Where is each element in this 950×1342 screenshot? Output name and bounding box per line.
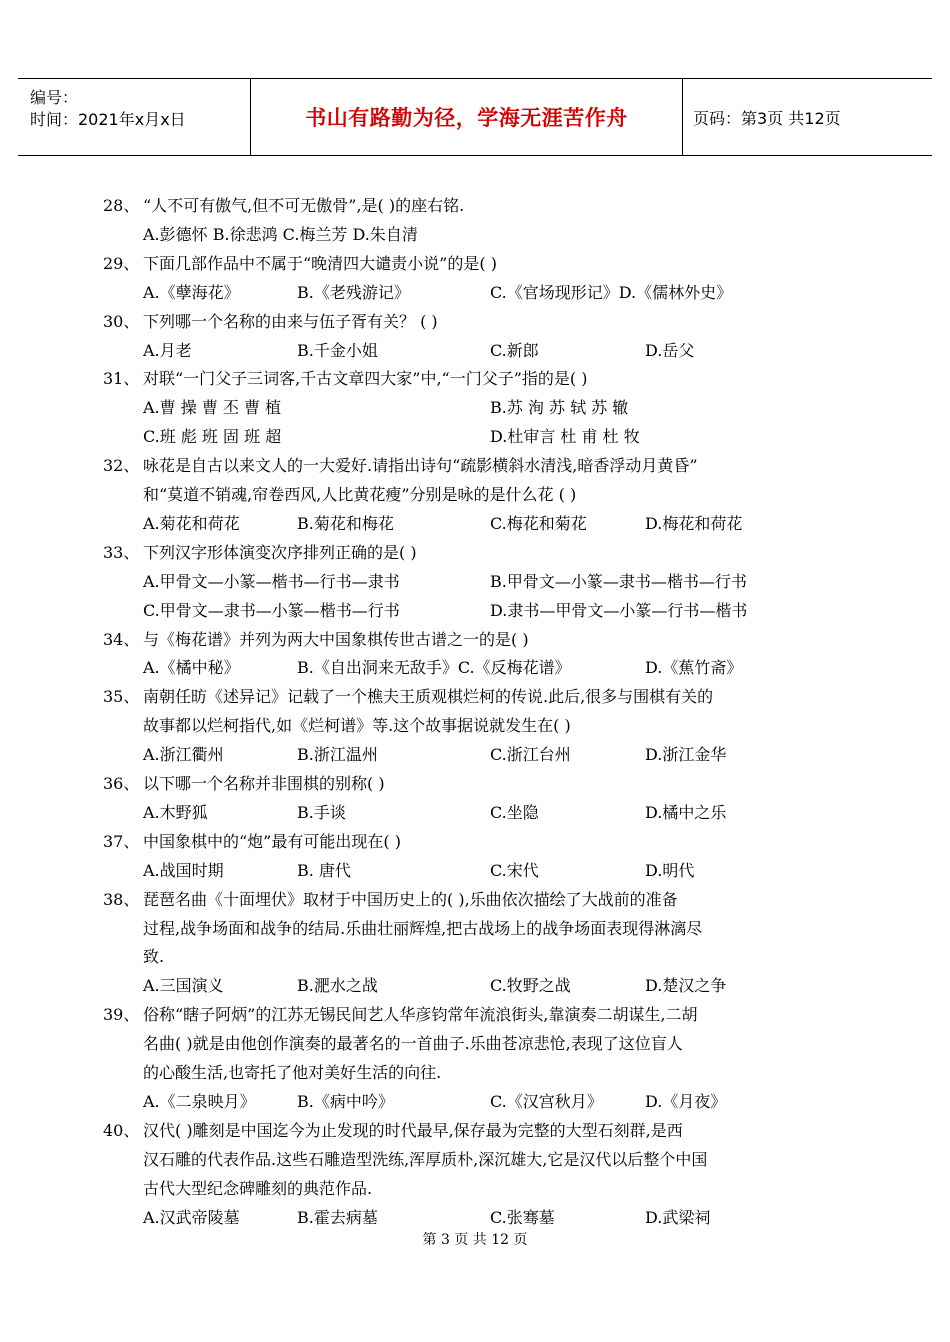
answer-option: C.新郎 [490,340,539,360]
answer-option: A.甲骨文—小篆—楷书—行书—隶书 [143,571,400,591]
answer-option: A.月老 [143,340,192,360]
answer-option: B.《病中吟》 [297,1091,394,1111]
question-text: 下面几部作品中不属于“晚清四大谴责小说”的是( ) [143,253,497,273]
answer-option: B.浙江温州 [297,745,378,765]
question-stem-continued: 故事都以烂柯指代,如《烂柯谱》等.这个故事据说就发生在( ) [143,716,571,736]
serial-label: 编号： [30,88,79,107]
time-label: 时间：2021年x月x日 [30,110,186,129]
question-text: 与《梅花谱》并列为两大中国象棋传世古谱之一的是( ) [143,629,529,649]
answer-option: D.橘中之乐 [645,802,727,822]
question-number: 29、 [103,253,140,273]
question-number: 36、 [103,774,140,793]
answer-option: B. 唐代 [297,860,351,880]
answer-option: B.霍去病墓 [297,1207,378,1227]
answer-option: D.隶书—甲骨文—小篆—行书—楷书 [490,600,748,620]
question-number: 38、 [103,889,140,909]
question-number: 34、 [103,629,140,649]
answer-option: C.牧野之战 [490,976,571,996]
page-header [18,78,932,156]
question-number: 35、 [103,687,140,707]
page-code: 页码：第3页 共12页 [693,108,841,128]
question-stem [103,364,587,393]
question-stem [103,885,678,914]
header-meta [18,79,251,155]
answer-option: C.浙江台州 [490,745,571,765]
question-text: 俗称“瞎子阿炳”的江苏无锡民间艺人华彦钧常年流浪街头,靠演奏二胡谋生,二胡 [143,1005,698,1025]
answer-option: A.彭德怀 B.徐悲鸿 C.梅兰芳 D.朱自清 [143,224,418,244]
question-stem [103,827,401,856]
answer-option: A.木野狐 [143,802,208,822]
answer-option: C.《官场现形记》D.《儒林外史》 [490,282,733,302]
answer-option: C.梅花和菊花 [490,513,587,533]
question-number: 30、 [103,311,140,331]
question-stem [103,307,438,336]
answer-option: A.浙江衢州 [143,745,224,765]
answer-option: B.菊花和梅花 [297,513,394,533]
motto: 书山有路勤为径，学海无涯苦作舟 [305,106,628,130]
answer-option: C.宋代 [490,860,539,880]
question-number: 28、 [103,196,140,215]
answer-option: D.《蕉竹斋》 [645,658,743,678]
question-stem-continued: 汉石雕的代表作品.这些石雕造型洗练,浑厚质朴,深沉雄大,它是汉代以后整个中国 [143,1149,708,1169]
question-stem-continued: 的心酸生活,也寄托了他对美好生活的向往. [143,1063,442,1082]
answer-option: D.《月夜》 [645,1091,727,1111]
answer-option: B.《自出洞来无敌手》C.《反梅花谱》 [297,658,571,678]
answer-option: D.楚汉之争 [645,976,727,996]
question-stem [103,625,529,654]
question-stem [103,1116,683,1145]
answer-option: A.三国演义 [143,976,224,996]
question-text: “人不可有傲气,但不可无傲骨”,是( )的座右铭. [143,196,465,215]
header-page-code-cell [683,79,932,155]
answer-option: A.《二泉映月》 [143,1091,256,1111]
question-stem [103,769,385,798]
answer-option: C.张骞墓 [490,1207,555,1227]
answer-option: A.《孽海花》 [143,282,240,302]
question-stem-continued: 致. [143,947,165,967]
answer-option: D.梅花和荷花 [645,513,743,533]
question-number: 33、 [103,542,140,562]
question-number: 37、 [103,831,140,851]
answer-option: C.《汉宫秋月》 [490,1091,603,1111]
answer-option: B.手谈 [297,802,346,822]
page-footer: 第 3 页 共 12 页 [422,1232,528,1248]
question-stem-continued: 名曲( )就是由他创作演奏的最著名的一首曲子.乐曲苍凉悲怆,表现了这位盲人 [143,1034,683,1054]
question-stem [103,451,698,480]
question-stem [103,682,713,711]
question-stem-continued: 和“莫道不销魂,帘卷西风,人比黄花瘦”分别是咏的是什么花 ( ) [143,485,577,504]
question-text: 汉代( )雕刻是中国迄今为止发现的时代最早,保存最为完整的大型石刻群,是西 [143,1120,683,1140]
question-stem [103,538,417,567]
question-text: 咏花是自古以来文人的一大爱好.请指出诗句“疏影横斜水清浅,暗香浮动月黄昏” [143,456,698,476]
answer-option: B.淝水之战 [297,976,378,996]
answer-option: D.明代 [645,860,695,880]
answer-option: B.苏 洵 苏 轼 苏 辙 [490,398,629,418]
question-stem [103,1000,698,1029]
question-text: 对联“一门父子三词客,千古文章四大家”中,“一门父子”指的是( ) [143,369,588,389]
question-text: 中国象棋中的“炮”最有可能出现在( ) [143,831,401,851]
answer-option: B.甲骨文—小篆—隶书—楷书—行书 [490,571,747,591]
question-text: 下列哪一个名称的由来与伍子胥有关？ ( ) [143,311,438,331]
answer-option: D.岳父 [645,340,695,360]
question-stem-continued: 古代大型纪念碑雕刻的典范作品. [143,1178,373,1198]
answer-option: D.武梁祠 [645,1207,711,1227]
question-number: 40、 [103,1120,140,1140]
answer-option: A.曹 操 曹 丕 曹 植 [143,398,282,418]
question-number: 32、 [103,456,140,476]
question-number: 39、 [103,1005,140,1025]
header-motto-cell [251,79,683,155]
question-text: 以下哪一个名称并非围棋的别称( ) [143,774,385,793]
answer-option: D.浙江金华 [645,745,727,765]
answer-option: A.战国时期 [143,860,224,880]
answer-option: B.千金小姐 [297,340,378,360]
answer-option: A.《橘中秘》 [143,658,240,678]
question-stem [103,191,464,220]
answer-option: B.《老残游记》 [297,282,410,302]
question-stem [103,249,497,278]
question-text: 南朝任昉《述异记》记载了一个樵夫王质观棋烂柯的传说.此后,很多与围棋有关的 [143,687,714,707]
question-number: 31、 [103,369,140,389]
question-text: 下列汉字形体演变次序排列正确的是( ) [143,542,417,562]
answer-option: A.汉武帝陵墓 [143,1207,240,1227]
answer-option: C.甲骨文—隶书—小篆—楷书—行书 [143,600,400,620]
answer-option: D.杜审言 杜 甫 杜 牧 [490,427,640,447]
question-stem-continued: 过程,战争场面和战争的结局.乐曲壮丽辉煌,把古战场上的战争场面表现得淋漓尽 [143,918,703,938]
answer-option: A.菊花和荷花 [143,513,240,533]
question-text: 琵琶名曲《十面埋伏》取材于中国历史上的( ),乐曲依次描绘了大战前的准备 [143,889,678,909]
answer-option: C.坐隐 [490,802,539,822]
answer-option: C.班 彪 班 固 班 超 [143,427,282,447]
